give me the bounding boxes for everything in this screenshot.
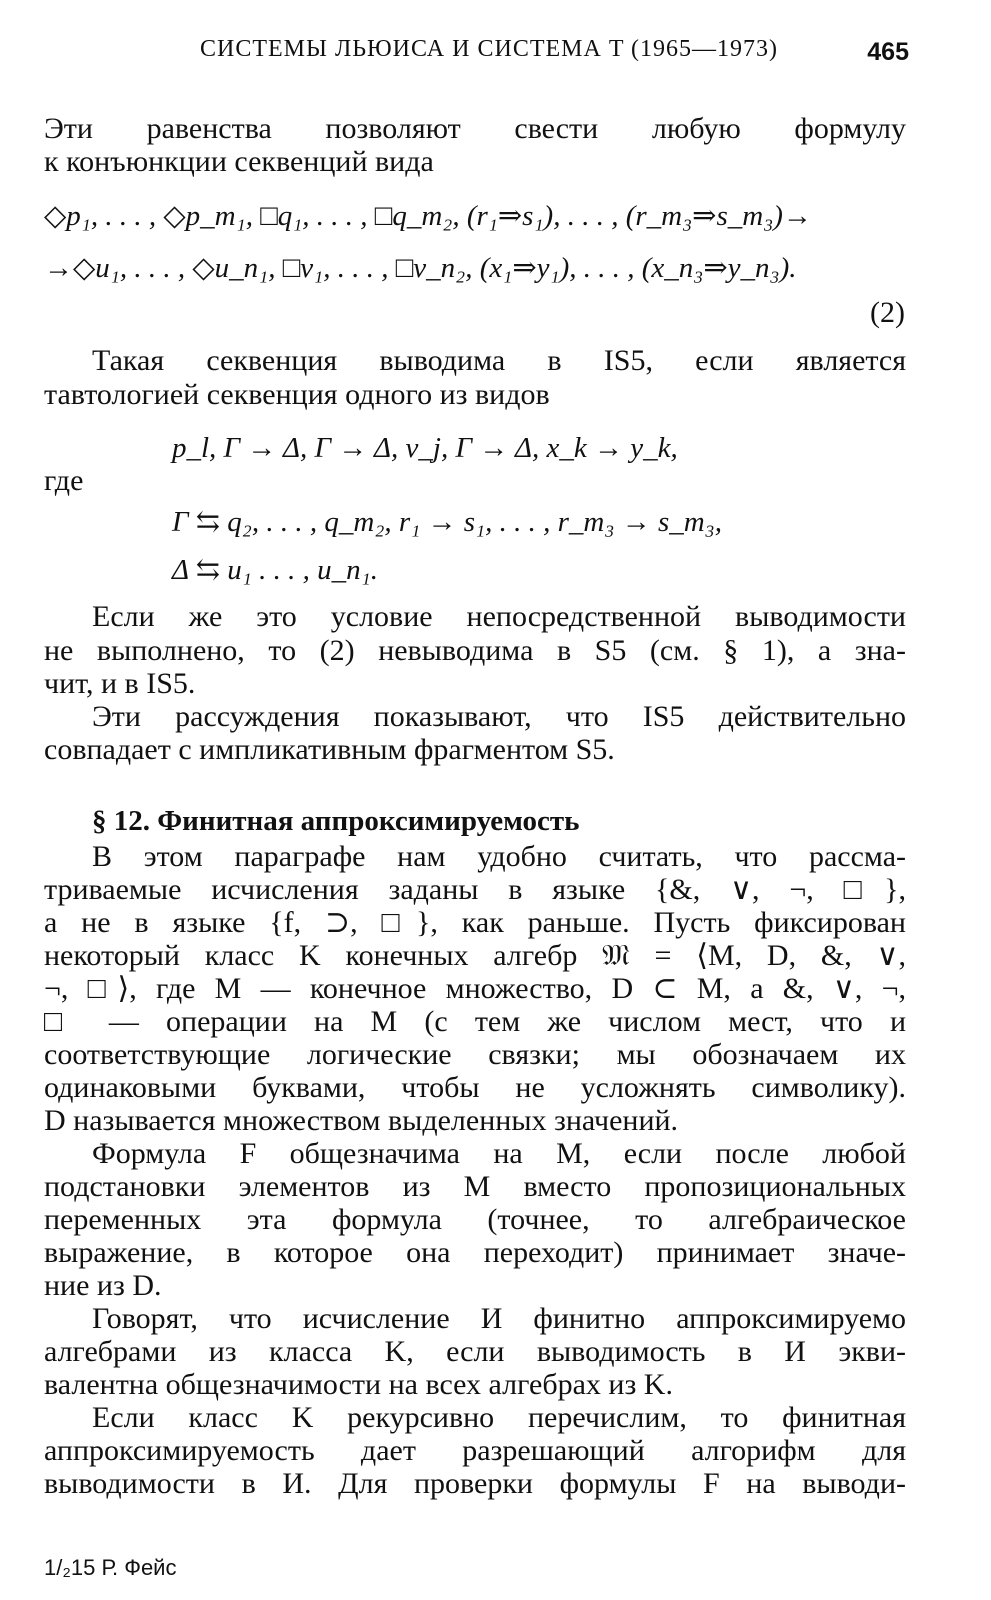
formula-line: →◇u₁, . . . , ◇u_n₁, □v₁, . . . , □v_n₂, (x₁⇒y₁), . . . , (x_n₃⇒y_n₃).: [44, 252, 797, 284]
text-line: Если же это условие непосредственной выводимости: [92, 600, 906, 633]
text-line: Говорят, что исчисление И финитно аппроксимируемо: [92, 1302, 906, 1335]
page-number: 465: [867, 38, 909, 66]
text-line: подстановки элементов из M вместо пропозициональных: [44, 1170, 906, 1203]
text-line: алгебрами из класса K, если выводимость в И экви-: [44, 1335, 906, 1368]
running-header: [0, 36, 991, 72]
text-line: тавтологией секвенция одного из видов: [44, 378, 550, 411]
text-line: В этом параграфе нам удобно считать, что рассма-: [92, 840, 906, 873]
equation-label: (2): [870, 296, 905, 329]
text-line: ¬, □⟩, где M — конечное множество, D ⊂ M, а &, ∨, ¬,: [44, 972, 906, 1005]
where-word: где: [44, 464, 84, 497]
text-line: совпадает с импликативным фрагментом S5.: [44, 733, 615, 766]
text-line: не выполнено, то (2) невыводима в S5 (см. § 1), а зна-: [44, 634, 906, 667]
text-line: одинаковыми буквами, чтобы не усложнять символику).: [44, 1071, 906, 1104]
text-line: Формула F общезначима на M, если после любой: [92, 1137, 906, 1170]
text-line: к конъюнкции секвенций вида: [44, 145, 434, 178]
text-line: D называется множеством выделенных значений.: [44, 1104, 679, 1137]
text-line: некоторый класс K конечных алгебр 𝔐 = ⟨M, D, &, ∨,: [44, 939, 906, 972]
text-line: выражение, в которое она переходит) принимает значе-: [44, 1236, 906, 1269]
running-title: СИСТЕМЫ ЛЬЮИСА И СИСТЕМА T (1965—1973): [200, 36, 779, 62]
text-line: чит, и в IS5.: [44, 667, 196, 700]
text-line: □ — операции на M (с тем же числом мест, что и: [44, 1005, 906, 1038]
text-line: а не в языке {f, ⊃, □}, как раньше. Пусть фиксирован: [44, 906, 906, 939]
text-line: аппроксимируемость дает разрешающий алгорифм для: [44, 1434, 906, 1467]
text-line: ние из D.: [44, 1269, 162, 1302]
text-line: Эти равенства позволяют свести любую формулу: [44, 112, 906, 145]
formula-line: p_l, Γ → Δ, Γ → Δ, v_j, Γ → Δ, x_k → y_k,: [172, 432, 678, 464]
text-line: Такая секвенция выводима в IS5, если является: [92, 344, 906, 377]
text-line: соответствующие логические связки; мы обозначаем их: [44, 1038, 906, 1071]
text-line: выводимости в И. Для проверки формулы F на выводи-: [44, 1467, 906, 1500]
text-line: Эти рассуждения показывают, что IS5 действительно: [92, 700, 906, 733]
text-line: Если класс K рекурсивно перечислим, то финитная: [92, 1401, 906, 1434]
section-heading: § 12. Финитная аппроксимируемость: [92, 805, 580, 837]
formula-line: Γ ⇆ q₂, . . . , q_m₂, r₁ → s₁, . . . , r_m₃ → s_m₃,: [172, 506, 723, 538]
formula-line: Δ ⇆ u₁ . . . , u_n₁.: [172, 554, 378, 586]
text-line: валентна общезначимости на всех алгебрах из K.: [44, 1368, 673, 1401]
formula-line: ◇p₁, . . . , ◇p_m₁, □q₁, . . . , □q_m₂, (r₁⇒s₁), . . . , (r_m₃⇒s_m₃)→: [44, 200, 812, 232]
text-line: переменных эта формула (точнее, то алгебраическое: [44, 1203, 906, 1236]
footer-signature: 1/₂15 Р. Фейс: [44, 1555, 177, 1580]
text-line: триваемые исчисления заданы в языке {&, ∨, ¬, □},: [44, 873, 906, 906]
